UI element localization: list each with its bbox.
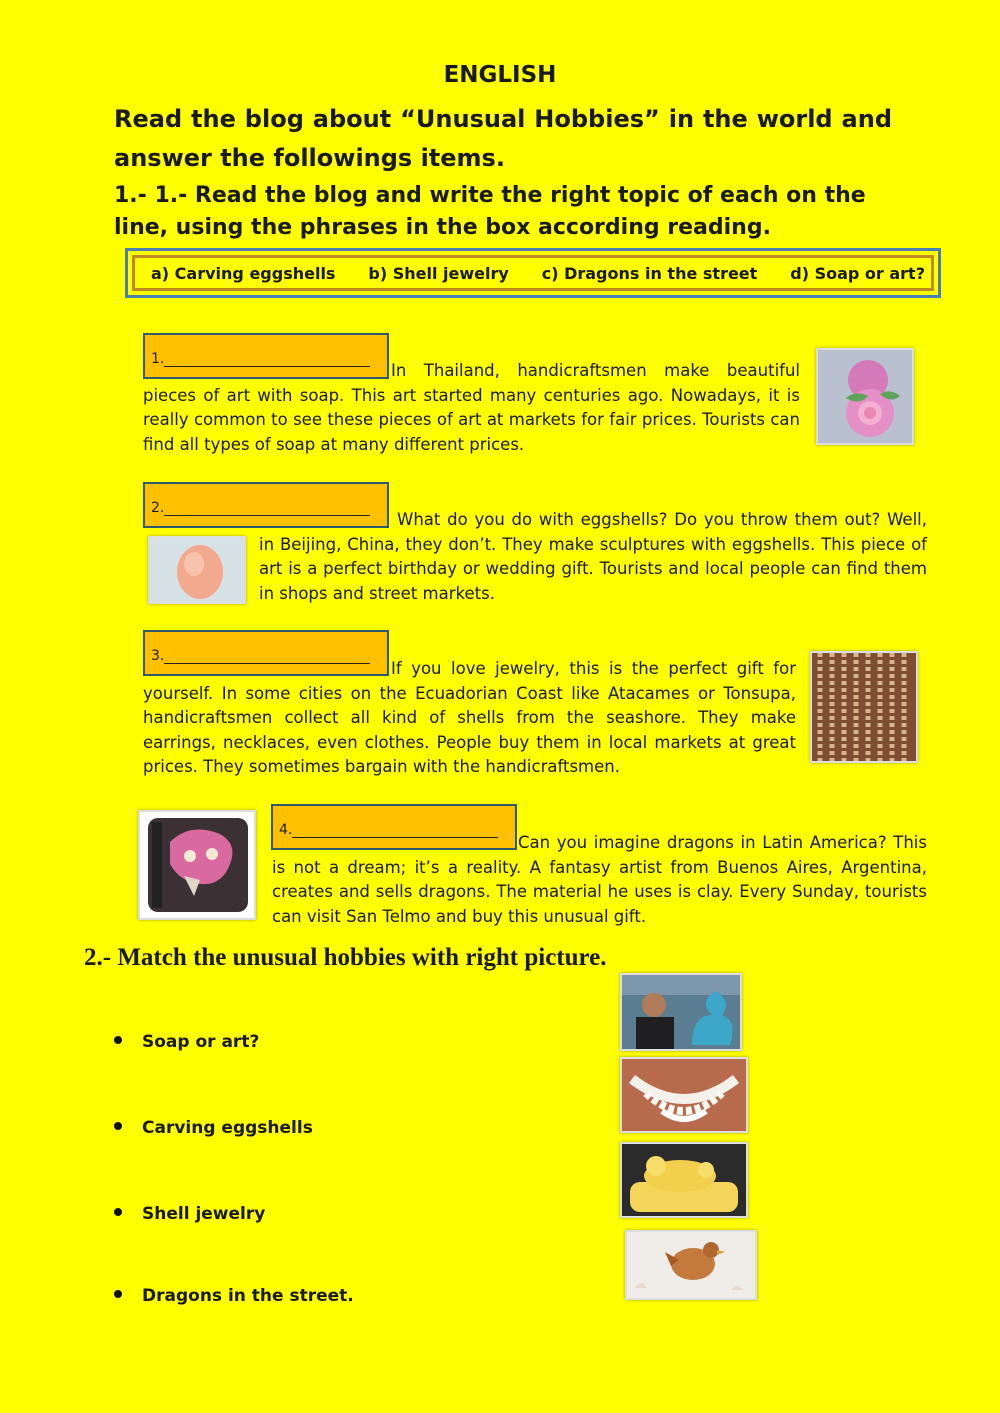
question-2: 2.- Match the unusual hobbies with right picture. [84, 944, 607, 971]
dragon-image [138, 810, 256, 920]
match-item-3: Shell jewelry [114, 1204, 265, 1224]
eggshell-bird-picture[interactable] [625, 1230, 757, 1300]
shell-jewelry-image [810, 651, 918, 763]
shell-necklace-picture[interactable] [620, 1057, 748, 1133]
option-c: c) Dragons in the street [541, 263, 758, 283]
blog-paragraph-3: If you love jewelry, this is the perfect gift for yourself. In some cities on the Ecuadorian Coast like Atacames or Tonsupa, handicraftsmen collect all kind of shells from the seashore. They make earrings, necklaces, even clothes. People buy them in local markets at great prices. They sometimes bargain with the handicraftsmen. [143, 659, 796, 776]
page-title: ENGLISH [443, 62, 557, 88]
answer-blank-1[interactable]: 1. [143, 333, 389, 379]
option-b: b) Shell jewelry [368, 263, 509, 283]
option-d: d) Soap or art? [790, 263, 925, 283]
dragon-artist-picture[interactable] [620, 973, 742, 1051]
match-item-4: Dragons in the street. [114, 1286, 354, 1306]
eggshell-image [148, 536, 246, 604]
soap-sculpture-picture[interactable] [620, 1142, 748, 1218]
option-a: a) Carving eggshells [151, 263, 336, 283]
answer-blank-4[interactable]: 4. [271, 804, 517, 850]
answer-blank-2[interactable]: 2. [143, 482, 389, 528]
blog-paragraph-1: In Thailand, handicraftsmen make beautiful pieces of art with soap. This art started many centuries ago. Nowadays, it is really common to see these pieces of art at markets for fair prices. Tourists can find all types of soap at many different prices. [143, 361, 800, 454]
match-item-2: Carving eggshells [114, 1118, 313, 1138]
options-box [125, 248, 941, 298]
question-1: 1.- 1.- Read the blog and write the right topic of each on the line, using the phrases in the box according reading. [114, 183, 866, 240]
blog-paragraph-2: What do you do with eggshells? Do you throw them out? Well, in Beijing, China, they don’t. They make sculptures with eggshells. This piece of art is a perfect birthday or wedding gift. Tourists and local people can find them in shops and street markets. [259, 510, 927, 603]
instructions: Read the blog about “Unusual Hobbies” in the world and answer the followings items. [114, 105, 892, 172]
soap-image [816, 348, 914, 445]
match-item-1: Soap or art? [114, 1032, 259, 1052]
answer-blank-3[interactable]: 3. [143, 630, 389, 676]
blog-paragraph-4: Can you imagine dragons in Latin America? This is not a dream; it’s a reality. A fantasy artist from Buenos Aires, Argentina, creates and sells dragons. The material he uses is clay. Every Sunday, tourists can visit San Telmo and buy this unusual gift. [272, 833, 927, 926]
